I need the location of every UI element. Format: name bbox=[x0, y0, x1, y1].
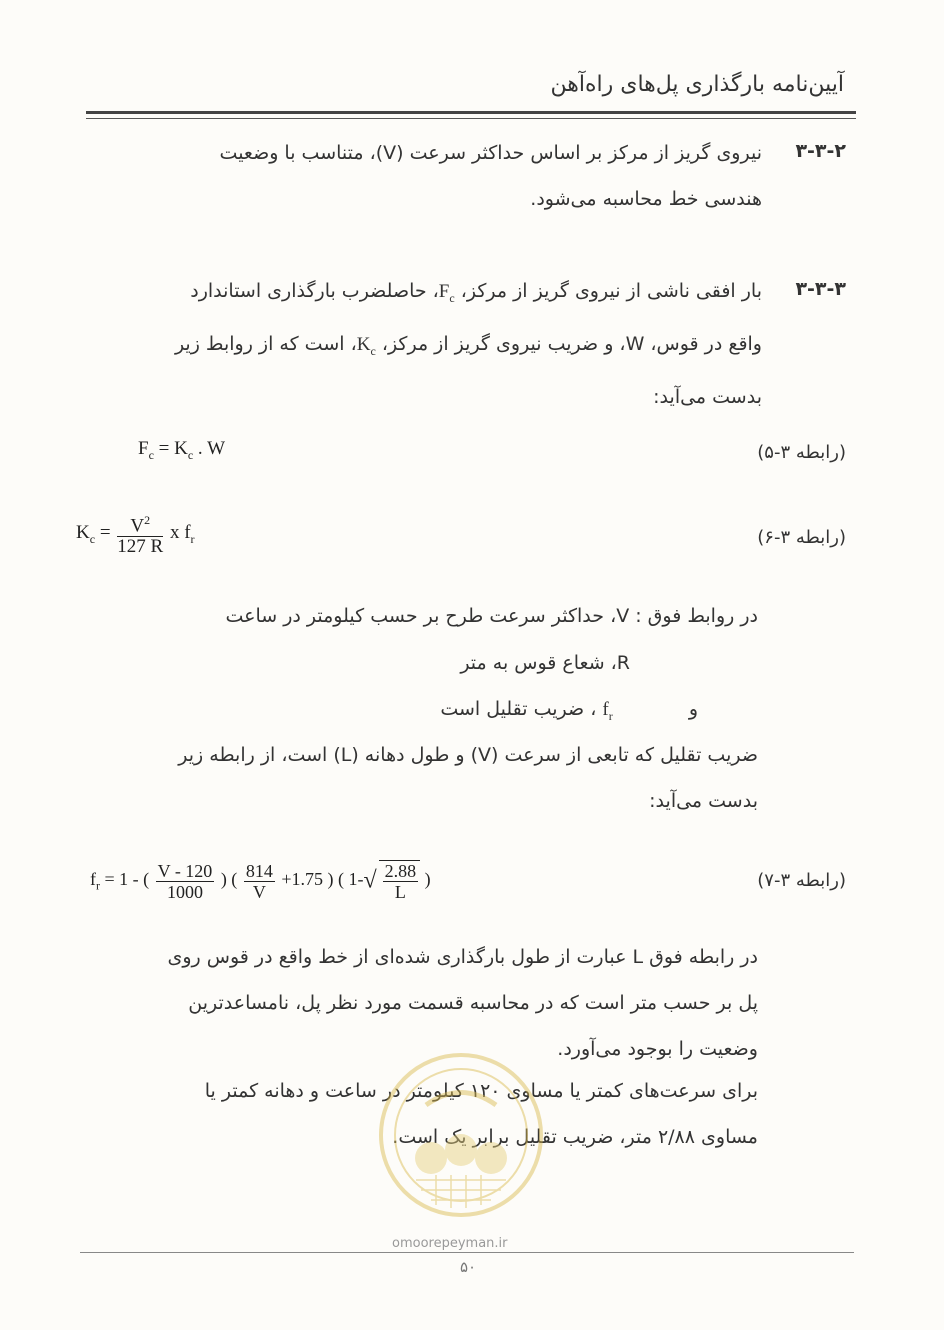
equation-label-3-6: (رابطه ۳-۶) bbox=[757, 527, 846, 548]
running-header-title: آیین‌نامه بارگذاری پل‌های راه‌آهن bbox=[550, 72, 844, 97]
footer-rule bbox=[80, 1252, 854, 1253]
text-line: نیروی گریز از مرکز بر اساس حداکثر سرعت (V)، متناسب با وضعیت bbox=[219, 142, 762, 164]
text-line: بدست می‌آید: bbox=[653, 385, 762, 408]
definition-v: در روابط فوق : V، حداکثر سرعت طرح بر حسب کیلومتر در ساعت bbox=[225, 605, 758, 627]
section-3-3-3-text bbox=[82, 268, 762, 420]
equation-3-6: $K_c$ = $\frac{V^2}{127 R}$ x $f_r$ bbox=[76, 510, 195, 557]
header-rule-thick bbox=[86, 111, 856, 114]
text-line: هندسی خط محاسبه می‌شود. bbox=[530, 188, 762, 210]
watermark-logo-icon bbox=[376, 1050, 546, 1220]
page-number: ۵۰ bbox=[460, 1258, 477, 1276]
header-rule-thin bbox=[86, 118, 856, 119]
text-line: وضعیت را بوجود می‌آورد. bbox=[557, 1038, 758, 1060]
definition-fr: و $f_r$ ، ضریب تقلیل است bbox=[440, 698, 698, 723]
fraction-v2-over-127r: $\frac{V^2}{127 R}$ bbox=[117, 510, 163, 557]
text-line: مساوی ۲/۸۸ متر، ضریب تقلیل برابر یک است. bbox=[392, 1126, 758, 1148]
text-line: بار افقی ناشی از نیروی گریز از مرکز، $F_c،$ حاصلضرب بارگذاری استاندارد bbox=[190, 280, 762, 305]
equation-3-5: $F_c = K_c$ . W bbox=[138, 438, 226, 462]
text-line: در رابطه فوق L عبارت از طول بارگذاری شده‌ای از خط واقع در قوس روی bbox=[167, 946, 758, 968]
equation-label-3-7: (رابطه ۳-۷) bbox=[757, 870, 846, 891]
equation-3-7: $f_r = 1$ - ( $\frac{V - 120}{1000}$ ) ( $\frac{814}{V}$ +1.75 ) ( 1-√ $\frac{2.88}{L}$ ) bbox=[90, 860, 431, 902]
text-line: واقع در قوس، W، و ضریب نیروی گریز از مرکز، $K_c،$ است که از روابط زیر bbox=[174, 332, 762, 358]
fraction-2-88-over-l: $\frac{2.88}{L}$ bbox=[384, 861, 417, 902]
text-line: ضریب تقلیل که تابعی از سرعت (V) و طول دهانه (L) است، از رابطه زیر bbox=[178, 744, 758, 766]
equation-label-3-5: (رابطه ۳-۵) bbox=[757, 442, 846, 463]
section-number-3-3-2: ۳-۳-۲ bbox=[795, 140, 846, 162]
footer-url: omoorepeyman.ir bbox=[392, 1236, 508, 1251]
reduction-factor-text bbox=[68, 732, 758, 824]
text-line: بدست می‌آید: bbox=[649, 790, 758, 812]
fraction-v-minus-120: $\frac{V - 120}{1000}$ bbox=[157, 860, 213, 902]
text-line: پل بر حسب متر است که در محاسبه قسمت مورد نظر پل، نامساعدترین bbox=[188, 992, 758, 1014]
section-3-3-2-text bbox=[82, 130, 762, 222]
definition-r: R، شعاع قوس به متر bbox=[460, 652, 630, 674]
section-number-3-3-3: ۳-۳-۳ bbox=[795, 278, 846, 300]
fraction-814-over-v: $\frac{814}{V}$ bbox=[245, 860, 273, 902]
text-line: برای سرعت‌های کمتر یا مساوی ۱۲۰ کیلومتر در ساعت و دهانه کمتر یا bbox=[204, 1080, 758, 1102]
